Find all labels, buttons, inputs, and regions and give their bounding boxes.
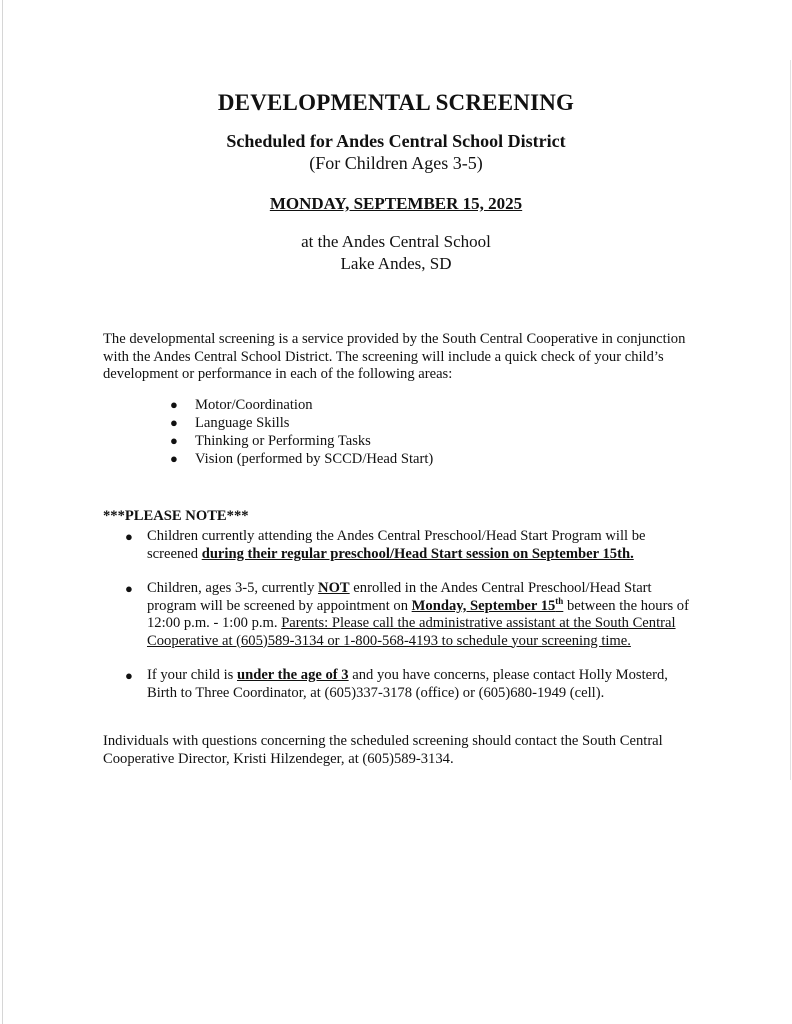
document-header (0, 88, 792, 275)
area-label: Motor/Coordination (195, 397, 313, 413)
document-subtitle: Scheduled for Andes Central School District (226, 131, 566, 151)
note-emphasis-not: NOT (318, 580, 350, 596)
note-text: enrolled in the Andes Central Preschool/Head Start program will be screened by appointment on (147, 580, 652, 614)
note-emphasis: under the age of 3 (236, 667, 349, 683)
note-under-three (125, 667, 695, 702)
screening-date: MONDAY, SEPTEMBER 15, 2025 (269, 194, 523, 213)
screening-areas-list (170, 396, 433, 468)
area-label: Thinking or Performing Tasks (195, 433, 371, 449)
note-not-enrolled (125, 580, 695, 650)
bullet-icon: ● (170, 397, 178, 412)
bullet-icon: ● (125, 668, 133, 683)
list-item (170, 432, 433, 450)
note-heading: ***PLEASE NOTE*** (103, 508, 249, 524)
screening-day: Monday, September 15 (411, 597, 556, 614)
bullet-icon: ● (125, 529, 133, 544)
age-range: (For Children Ages 3-5) (309, 153, 483, 173)
note-text: If your child is (147, 667, 237, 683)
closing-paragraph: Individuals with questions concerning the scheduled screening should contact the South Central Cooperative Director, Kristi Hilzendeger, at (605)589-3134. (103, 733, 663, 767)
area-label: Vision (performed by SCCD/Head Start) (195, 451, 434, 467)
note-list (125, 528, 695, 719)
bullet-icon: ● (170, 415, 178, 430)
parent-instruction: Parents: Please call the administrative assistant at the South Central Cooperative at (605)589-3134 or 1-800-568-4193 to schedule your screening time. (147, 615, 676, 649)
note-preschool (125, 528, 695, 563)
screening-location: at the Andes Central School (301, 232, 491, 251)
list-item (170, 414, 433, 432)
note-emphasis-day (411, 595, 564, 614)
day-suffix: th (555, 595, 564, 606)
bullet-icon: ● (125, 581, 133, 596)
note-text: and you have concerns, please contact Holly Mosterd, Birth to Three Coordinator, at (605)337-3178 (office) or (605)680-1949 (cell). (147, 667, 668, 701)
bullet-icon: ● (170, 451, 178, 466)
note-text: between the hours of 12:00 p.m. - 1:00 p.m. (147, 597, 689, 631)
intro-paragraph: The developmental screening is a service provided by the South Central Cooperative in conjunction with the Andes Central School District. The screening will include a quick check of your child’s development or performance in each of the following areas: (103, 331, 686, 382)
bullet-icon: ● (170, 433, 178, 448)
note-emphasis: during their regular preschool/Head Start session on September 15th. (201, 545, 634, 562)
note-text: Children currently attending the Andes Central Preschool/Head Start Program will be screened (147, 528, 646, 562)
screening-city: Lake Andes, SD (340, 254, 452, 273)
list-item (170, 396, 433, 414)
document-title: DEVELOPMENTAL SCREENING (217, 90, 575, 115)
area-label: Language Skills (195, 415, 290, 431)
note-text: Children, ages 3-5, currently (147, 580, 319, 596)
list-item (170, 450, 433, 468)
